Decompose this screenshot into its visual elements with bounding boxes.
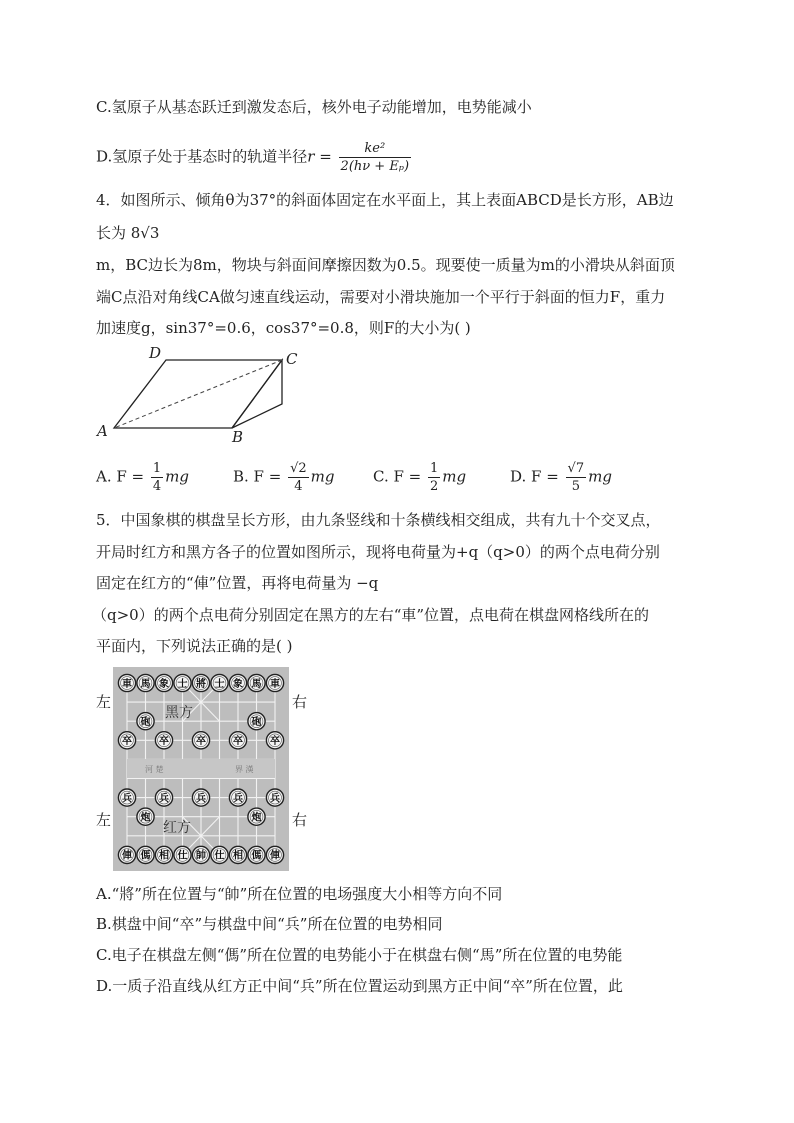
piece-label: 兵	[159, 793, 169, 805]
q4-option-c-num: 1	[430, 461, 439, 476]
piece-label: 俥	[270, 850, 280, 862]
incline-figure	[92, 342, 312, 447]
chess-piece	[155, 732, 172, 749]
q4-option-a-prefix: A. F =	[96, 467, 149, 486]
q3-option-d-fraction	[339, 140, 412, 175]
q4-option-a-suffix: mg	[165, 467, 189, 486]
chess-piece	[229, 732, 246, 749]
xiangqi-board	[113, 667, 289, 871]
chess-piece	[266, 846, 283, 863]
chess-piece	[118, 732, 135, 749]
q4-option-c-suffix: mg	[442, 467, 467, 486]
piece-label: 兵	[270, 793, 280, 805]
q4-line-4: 端C点沿对角线CA做匀速直线运动，需要对小滑块施加一个平行于斜面的恒力F，重力	[96, 288, 666, 306]
chess-piece	[192, 789, 209, 806]
board-label-right-top: 右	[292, 693, 308, 711]
chess-piece	[192, 732, 209, 749]
piece-label: 砲	[140, 717, 151, 728]
chess-piece	[118, 674, 135, 691]
chess-piece	[229, 846, 246, 863]
q4-line-2: 长为 8√3	[96, 224, 160, 242]
piece-label: 卒	[159, 736, 169, 748]
q4-line-1: 4．如图所示、倾角θ为37°的斜面体固定在水平面上，其上表面ABCD是长方形，AB边	[96, 191, 674, 209]
q4-option-d-fraction	[566, 460, 587, 495]
chess-piece	[155, 846, 172, 863]
q3-option-d-eq: =	[314, 147, 337, 166]
piece-label: 馬	[140, 678, 151, 690]
q5-line-2: 开局时红方和黑方各子的位置如图所示，现将电荷量为+q（q>0）的两个点电荷分别	[96, 543, 660, 561]
q5-line-5: 平面内，下列说法正确的是( )	[96, 637, 293, 655]
q4-option-d-prefix: D. F =	[510, 467, 564, 486]
board-label-right-bottom: 右	[292, 811, 308, 829]
q4-option-c	[373, 460, 466, 495]
piece-label: 卒	[196, 736, 206, 748]
q4-option-b-prefix: B. F =	[233, 467, 287, 486]
piece-label: 傌	[140, 850, 151, 862]
piece-label: 象	[159, 678, 169, 690]
chess-piece	[155, 789, 172, 806]
board-label-left-bottom: 左	[96, 811, 112, 829]
chess-piece	[174, 674, 191, 691]
piece-label: 卒	[122, 736, 132, 748]
q4-option-c-den: 2	[430, 479, 439, 494]
board-label-left-top: 左	[96, 693, 112, 711]
chess-piece	[229, 674, 246, 691]
piece-label: 砲	[251, 717, 262, 728]
figure-label-b: B	[232, 428, 244, 446]
figure-label-d: D	[149, 344, 162, 362]
chess-piece	[137, 713, 154, 730]
piece-label: 帥	[196, 850, 206, 862]
q5-option-c: C.电子在棋盘左侧“傌”所在位置的电势能小于在棋盘右侧“馬”所在位置的电势能	[96, 946, 623, 964]
piece-label: 卒	[270, 736, 280, 748]
chess-piece	[192, 846, 209, 863]
chess-piece	[137, 846, 154, 863]
q4-option-d-den: 5	[571, 479, 580, 494]
piece-label: 炮	[251, 812, 262, 824]
piece-label: 兵	[196, 793, 206, 805]
black-side-label: 黑方	[165, 705, 193, 721]
chess-piece	[155, 674, 172, 691]
q4-option-a-den: 4	[152, 479, 162, 494]
chess-piece	[248, 846, 265, 863]
chess-piece	[266, 732, 283, 749]
piece-label: 兵	[122, 793, 132, 805]
figure-label-a: A	[97, 422, 108, 440]
q4-option-a-fraction	[151, 460, 163, 495]
q4-option-b-num: √2	[290, 461, 307, 476]
piece-label: 車	[270, 678, 280, 690]
chess-piece	[174, 846, 191, 863]
piece-label: 俥	[122, 850, 132, 862]
piece-label: 將	[196, 678, 206, 690]
q4-option-b-den: 4	[294, 479, 303, 494]
q3-option-d	[96, 140, 413, 175]
chess-piece	[248, 713, 265, 730]
river-text-left: 河 楚	[145, 765, 164, 774]
q4-option-c-prefix: C. F =	[373, 467, 426, 486]
q4-option-a	[96, 460, 189, 495]
piece-label: 兵	[233, 793, 243, 805]
q4-option-d	[510, 460, 612, 495]
piece-label: 傌	[251, 850, 262, 862]
q3-option-c: C.氢原子从基态跃迁到激发态后，核外电子动能增加，电势能减小	[96, 98, 532, 116]
q4-option-c-fraction	[428, 460, 440, 495]
q4-option-b	[233, 460, 334, 495]
incline-side-face	[232, 360, 282, 428]
q4-line-3: m，BC边长为8m，物块与斜面间摩擦因数为0.5。现要使一质量为m的小滑块从斜面顶	[96, 256, 675, 274]
q4-option-b-suffix: mg	[310, 467, 335, 486]
q5-line-3: 固定在红方的“俥”位置，再将电荷量为 −q	[96, 574, 379, 592]
q4-option-d-num: √7	[567, 461, 585, 476]
piece-label: 象	[233, 678, 243, 690]
figure-label-c: C	[286, 350, 298, 368]
q4-option-a-num: 1	[152, 461, 162, 476]
q5-option-a: A.“將”所在位置与“帥”所在位置的电场强度大小相等方向不同	[96, 885, 503, 903]
piece-label: 卒	[233, 736, 243, 748]
q3-option-d-r: r	[307, 147, 315, 166]
q5-option-b: B.棋盘中间“卒”与棋盘中间“兵”所在位置的电势相同	[96, 915, 443, 933]
q3-fraction-denominator: 2(hν + Eₚ)	[340, 159, 410, 174]
chess-piece	[137, 674, 154, 691]
red-side-label: 红方	[163, 820, 191, 836]
piece-label: 仕	[177, 850, 188, 862]
piece-label: 相	[233, 850, 243, 862]
piece-label: 馬	[251, 678, 262, 690]
piece-label: 士	[177, 678, 188, 690]
river-text-right: 界 漢	[235, 765, 254, 774]
chess-piece	[118, 846, 135, 863]
q5-option-d: D.一质子沿直线从红方正中间“兵”所在位置运动到黑方正中间“卒”所在位置，此	[96, 977, 623, 995]
chess-piece	[211, 846, 228, 863]
q3-option-d-text: D.氢原子处于基态时的轨道半径	[96, 147, 308, 166]
q5-line-4: （q>0）的两个点电荷分别固定在黑方的左右“車”位置，点电荷在棋盘网格线所在的	[92, 606, 650, 624]
chess-piece	[248, 674, 265, 691]
q4-option-b-fraction	[288, 460, 309, 495]
piece-label: 炮	[140, 812, 151, 824]
piece-label: 相	[159, 850, 169, 862]
q4-line-5: 加速度g，sin37°=0.6，cos37°=0.8，则F的大小为( )	[96, 319, 471, 337]
q3-fraction-numerator: ke²	[339, 140, 412, 158]
chess-piece	[266, 674, 283, 691]
chess-piece	[192, 674, 209, 691]
chess-piece	[248, 808, 265, 825]
piece-label: 士	[214, 678, 225, 690]
chess-piece	[266, 789, 283, 806]
chess-piece	[137, 808, 154, 825]
piece-label: 車	[122, 678, 132, 690]
chess-piece	[229, 789, 246, 806]
chess-piece	[118, 789, 135, 806]
q4-option-d-suffix: mg	[588, 467, 612, 486]
chess-piece	[211, 674, 228, 691]
piece-label: 仕	[214, 850, 225, 862]
q5-line-1: 5．中国象棋的棋盘呈长方形，由九条竖线和十条横线相交组成，共有九十个交叉点，	[96, 511, 661, 529]
